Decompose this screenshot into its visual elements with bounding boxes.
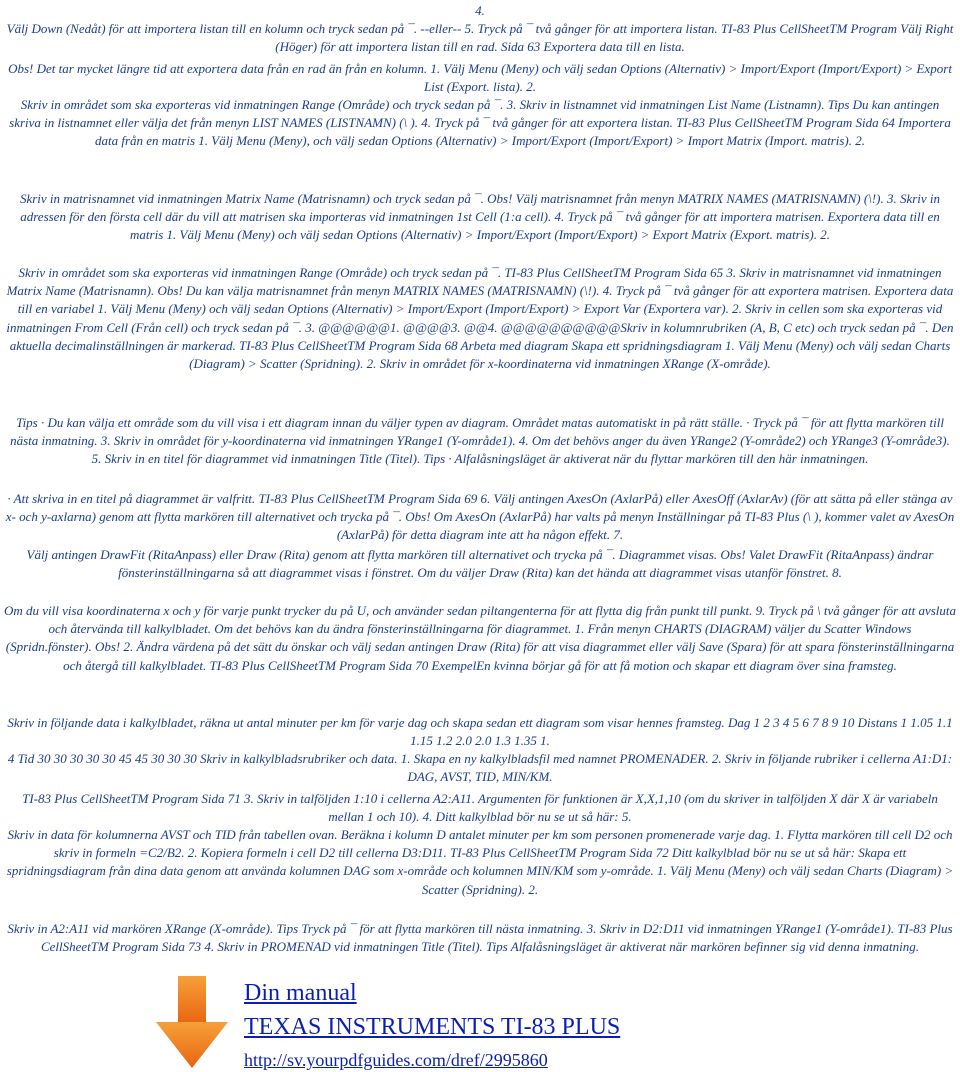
- paragraph-8: Välj antingen DrawFit (RitaAnpass) eller Draw (Rita) genom att flytta markören till alternativet och trycka på ¯. Diagrammet visas. Obs! Valet DrawFit (RitaAnpass) ändrar fönsterinställningarna så att diagrammet visas i fönstret. Om du väljer Draw (Rita) kan det hända att diagrammet visas utanför fönstret. 8.: [26, 547, 934, 581]
- footer-links: [244, 978, 944, 1072]
- paragraph-13: Skriv in data för kolumnerna AVST och TID från tabellen ovan. Beräkna i kolumn D antalet minuter per km som personen promenerade varje dag. 1. Flytta markören till cell D2 och skriv in formeln =C2/B2. 2. Kopiera formeln i cell D2 till cellerna D3:D11. TI-83 Plus CellSheetTM Program Sida 72 Ditt kalkylblad bör nu se ut så här: Skapa ett spridningsdiagram från dina data genom att använda kolumnen DAG som x-område och kolumnen MIN/KM som y-område. 1. Välj Menu (Meny) och välj sedan Charts (Diagram) > Scatter (Spridning). 2.: [6, 827, 954, 897]
- footer: [156, 966, 956, 1070]
- paragraph-12: TI-83 Plus CellSheetTM Program Sida 71 3. Skriv in talföljden 1:10 i cellerna A2:A11. Argumenten för funktionen är X,X,1,10 (om du skriver in talföljden X där X är variabeln mellan 1 och 10). 4. Ditt kalkylblad bör nu se ut så här: 5.: [22, 791, 938, 825]
- orange-arrow-download-icon: [156, 976, 228, 1068]
- paragraph-5: Skriv in området som ska exporteras vid inmatningen Range (Område) och tryck sedan på ¯. TI-83 Plus CellSheetTM Program Sida 65 3. Skriv in matrisnamnet vid inmatningen Matrix Name (Matrisnamn). Obs! Du kan välja matrisnamnet från menyn MATRIX NAMES (MATRISNAMN) (\!). 4. Tryck på ¯ två gånger för att exportera matrisen. Exportera data till en variabel 1. Välj Menu (Meny) och välj sedan Options (Alternativ) > Import/Export (Import/Export) > Export Var (Exportera var). 2. Skriv in cellen som ska exporteras vid inmatningen From Cell (Från cell) och tryck sedan på ¯. 3. @@@@@@1. @@@@3. @@4. @@@@@@@@@@Skriv in kolumnrubriken (A, B, C etc) och tryck sedan på ¯. Den aktuella decimalinställningen är markerad. TI-83 Plus CellSheetTM Program Sida 68 Arbeta med diagram Skapa ett spridningsdiagram 1. Välj Menu (Meny) och välj sedan Charts (Diagram) > Scatter (Spridning). 2. Skriv in området för x-koordinaterna vid inmatningen XRange (X-område).: [6, 265, 954, 372]
- paragraph-11: 4 Tid 30 30 30 30 30 45 45 30 30 30 Skriv in kalkylbladsrubriker och data. 1. Skapa en ny kalkylbladsfil med namnet PROMENADER. 2. Skriv in följande rubriker i cellerna A1:D1: DAG, AVST, TID, MIN/KM.: [7, 751, 953, 785]
- manual-link[interactable]: Din manual: [244, 980, 357, 1006]
- paragraph-14: Skriv in A2:A11 vid markören XRange (X-område). Tips Tryck på ¯ för att flytta markören till nästa inmatning. 3. Skriv in D2:D11 vid inmatningen YRange1 (Y-område1). TI-83 Plus CellSheetTM Program Sida 73 4. Skriv in PROMENAD vid inmatningen Title (Titel). Tips Alfalåsningsläget är aktiverat när markören befinner sig vid denna inmatning.: [7, 921, 953, 955]
- paragraph-1: Välj Down (Nedåt) för att importera listan till en kolumn och tryck sedan på ¯. --eller-- 5. Tryck på ¯ två gånger för att importera listan. TI-83 Plus CellSheetTM Program Välj Right (Höger) för att importera listan till en rad. Sida 63 Exportera data till en lista.: [6, 21, 954, 55]
- paragraph-3: Skriv in området som ska exporteras vid inmatningen Range (Område) och tryck sedan på ¯. 3. Skriv in listnamnet vid inmatningen List Name (Listnamn). Tips Du kan antingen skriva in listnamnet eller välja det från menyn LIST NAMES (LISTNAMN) (\ ). 4. Tryck på ¯ två gånger för att exportera listan. TI-83 Plus CellSheetTM Program Sida 64 Importera data från en matris 1. Välj Menu (Meny), och välj sedan Options (Alternativ) > Import/Export (Import/Export) > Import Matrix (Import. matris). 2.: [9, 97, 951, 149]
- product-link[interactable]: TEXAS INSTRUMENTS TI-83 PLUS: [244, 1014, 621, 1040]
- paragraph-2: Obs! Det tar mycket längre tid att exportera data från en rad än från en kolumn. 1. Välj Menu (Meny) och välj sedan Options (Alternativ) > Import/Export (Import/Export) > Export List (Export. lista). 2.: [8, 61, 952, 95]
- paragraph-6: Tips · Du kan välja ett område som du vill visa i ett diagram innan du väljer typen av diagram. Området matas automatiskt in på rätt ställe. · Tryck på ¯ för att flytta markören till nästa inmatning. 3. Skriv in området för y-koordinaterna vid inmatningen YRange1 (Y-område1). 4. Om det behövs anger du även YRange2 (Y-område2) och YRange3 (Y-område3). 5. Skriv in en titel för diagrammet vid inmatningen Title (Titel). Tips · Alfalåsningsläget är aktiverat när du flyttar markören till den här inmatningen.: [10, 415, 950, 467]
- url-link[interactable]: http://sv.yourpdfguides.com/dref/2995860: [244, 1050, 548, 1070]
- paragraph-7: · Att skriva in en titel på diagrammet är valfritt. TI-83 Plus CellSheetTM Program Sida 69 6. Välj antingen AxesOn (AxlarPå) eller AxesOff (AxlarAv) (för att sätta på eller stänga av x- och y-axlarna) genom att flytta markören till alternativet och trycka på ¯. Obs! Om AxesOn (AxlarPå) har valts på menyn Inställningar på TI-83 Plus (\ ), kommer valet av AxesOn (AxlarPå) för detta diagram inte att ha någon effekt. 7.: [5, 491, 955, 543]
- paragraph-4: Skriv in matrisnamnet vid inmatningen Matrix Name (Matrisnamn) och tryck sedan på ¯. Obs! Välj matrisnamnet från menyn MATRIX NAMES (MATRISNAMN) (\!). 3. Skriv in adressen för den första cell där du vill att matrisen ska importeras vid inmatningen 1st Cell (1:a cell). 4. Tryck på ¯ två gånger för att importera matrisen. Exportera data till en matris 1. Välj Menu (Meny) och välj sedan Options (Alternativ) > Import/Export (Import/Export) > Export Matrix (Export. matris). 2.: [19, 191, 941, 243]
- paragraph-9: Om du vill visa koordinaterna x och y för varje punkt trycker du på U, och använder sedan piltangenterna för att flytta dig från punkt till punkt. 9. Tryck på \ två gånger för att avsluta och återvända till kalkylbladet. Om det behövs kan du ändra fönsterinställningarna för diagrammet. 1. Från menyn CHARTS (DIAGRAM) väljer du Scatter Windows (Spridn.fönster). Obs! 2. Ändra värdena på det sätt du önskar och välj sedan antingen Draw (Rita) för att visa diagrammet eller välj Save (Spara) för att spara fönsterinställningarna och återgå till kalkylbladet. TI-83 Plus CellSheetTM Program Sida 70 ExempelEn kvinna börjar gå för att få motion och skapar ett diagram över sina framsteg.: [4, 603, 956, 673]
- page-number: 4.: [475, 3, 485, 18]
- paragraph-10: Skriv in följande data i kalkylbladet, räkna ut antal minuter per km för varje dag och skapa sedan ett diagram som visar hennes framsteg. Dag 1 2 3 4 5 6 7 8 9 10 Distans 1 1.05 1.1 1.15 1.2 2.0 2.0 1.3 1.35 1.: [7, 715, 953, 749]
